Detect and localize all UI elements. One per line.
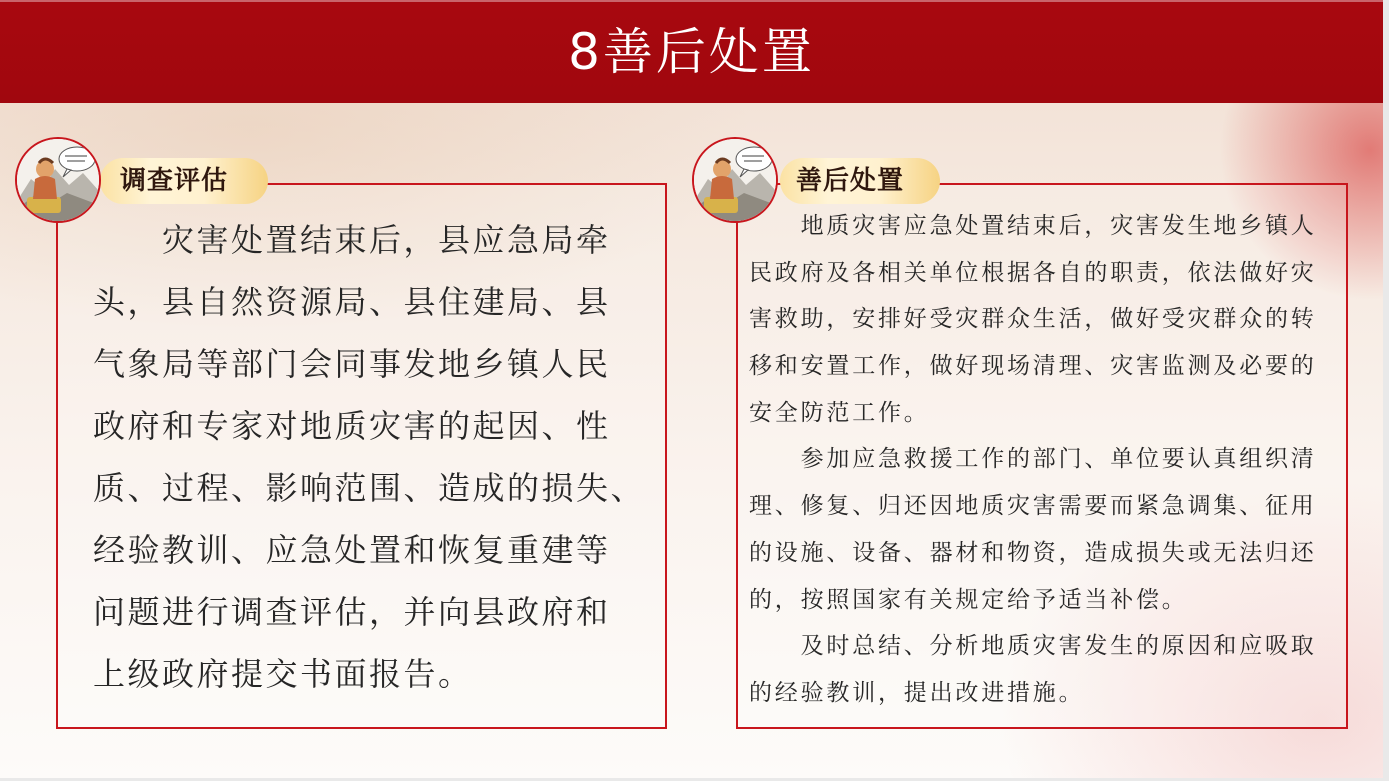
paragraph-line: 头，县自然资源局、县住建局、县 [93,283,611,321]
paragraph-line: 害救助，安排好受灾群众生活，做好受灾群众的转 [749,306,1317,333]
paragraph-line: 及时总结、分析地质灾害发生的原因和应吸取 [800,633,1317,660]
paragraph-line: 民政府及各相关单位根据各自的职责，依法做好灾 [749,259,1317,286]
paragraph-line: 政府和专家对地质灾害的起因、性 [93,407,611,445]
paragraph-line: 气象局等部门会同事发地乡镇人民 [93,345,611,383]
paragraph-line: 上级政府提交书面报告。 [93,655,473,693]
aftermath-text [749,203,1341,717]
paragraph-line: 的，按照国家有关规定给予适当补偿。 [749,586,1188,613]
paragraph-line: 地质灾害应急处置结束后，灾害发生地乡镇人 [800,213,1317,239]
cartoon-badge-icon [692,137,778,223]
paragraph-line: 的经验教训，提出改进措施。 [749,679,1085,706]
paragraph-line: 参加应急救援工作的部门、单位要认真组织清 [800,446,1317,473]
paragraph-line: 的设施、设备、器材和物资，造成损失或无法归还 [749,539,1317,566]
paragraph-line: 灾害处置结束后，县应急局牵 [162,221,611,259]
tab-aftermath-label: 善后处置 [796,166,905,196]
paragraph-line: 安全防范工作。 [749,399,930,426]
paragraph-line: 问题进行调查评估，并向县政府和 [93,593,611,631]
paragraph-line: 经验教训、应急处置和恢复重建等 [93,531,611,569]
investigation-text [93,209,658,705]
paragraph-line: 理、修复、归还因地质灾害需要而紧急调集、征用 [749,493,1317,520]
title-banner [0,0,1383,103]
paragraph-line: 移和安置工作，做好现场清理、灾害监测及必要的 [749,353,1317,380]
tab-investigation [100,158,268,204]
slide-title: 8善后处置 [568,23,815,81]
cartoon-badge-icon [15,137,101,223]
paragraph-line: 质、过程、影响范围、造成的损失、 [93,469,646,507]
tab-investigation-label: 调查评估 [120,166,229,196]
tab-aftermath [780,158,940,204]
